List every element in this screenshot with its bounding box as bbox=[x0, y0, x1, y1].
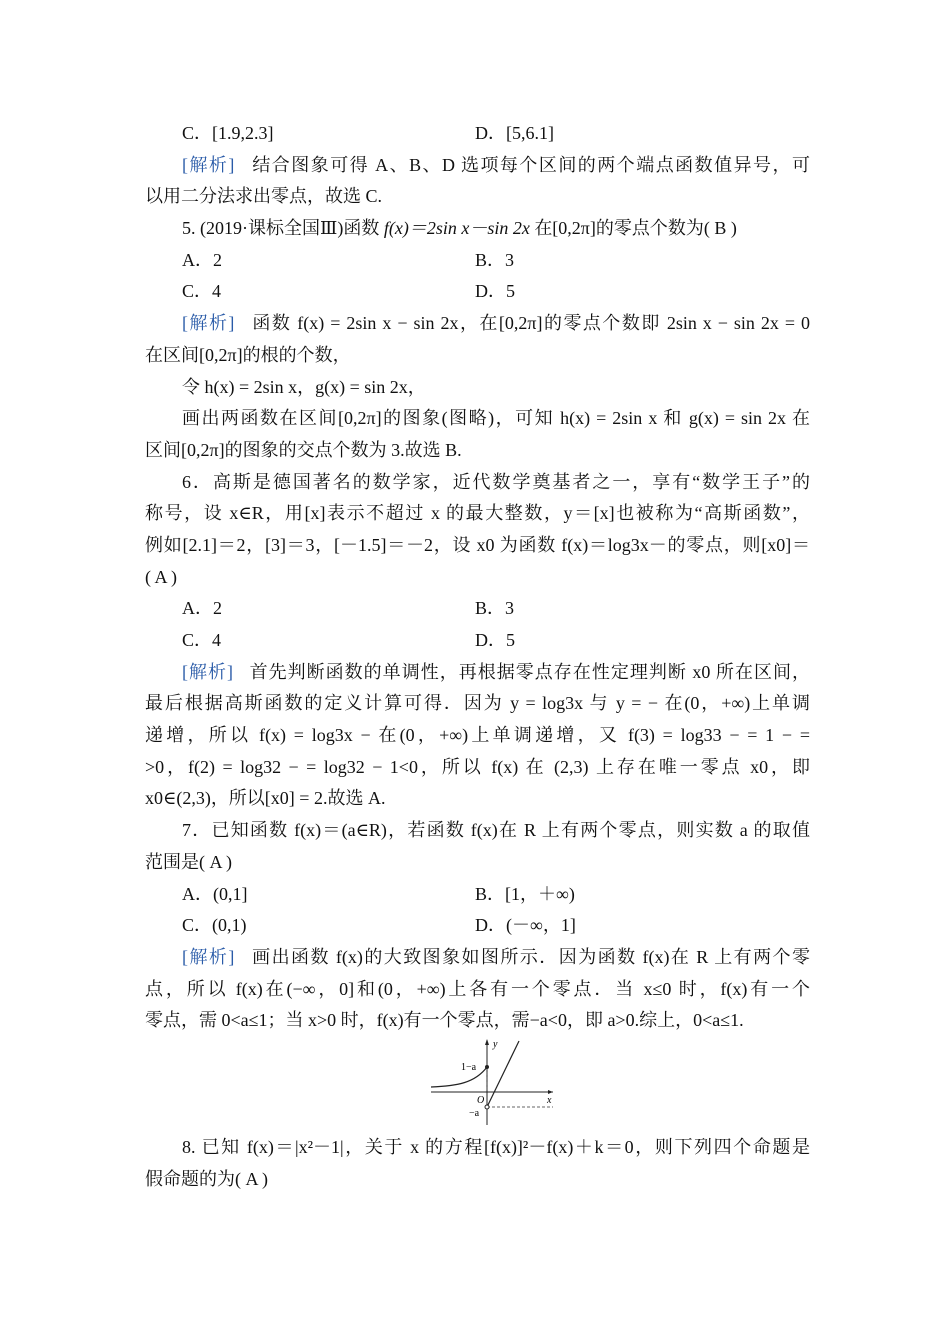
a6-line-4: >0，f(2) = log32 − = log32 − 1<0，所以 f(x) 在 (2,3) 上存在唯一零点 x0，即 bbox=[145, 756, 810, 777]
q4-options-row bbox=[145, 118, 810, 150]
function-graph bbox=[427, 1037, 557, 1127]
q5-option-d: D．5 bbox=[475, 281, 515, 302]
y-axis-label: y bbox=[493, 1038, 498, 1050]
q5-option-c: C．4 bbox=[182, 281, 222, 302]
y-axis-arrow bbox=[485, 1039, 489, 1045]
label-1-minus-a: 1−a bbox=[461, 1061, 477, 1073]
q5-option-b: B．3 bbox=[475, 249, 515, 270]
a6-line-1 bbox=[145, 657, 810, 689]
curve-right-branch bbox=[487, 1038, 519, 1107]
a7-line-2: 点，所以 f(x)在(−∞，0]和(0，+∞)上各有一个零点．当 x≤0 时，f(x)有一个 bbox=[145, 978, 810, 999]
analysis-tag: [解析] bbox=[182, 154, 235, 175]
a6-line-5: x0∈(2,3)，所以[x0] = 2.故选 A. bbox=[145, 788, 386, 809]
a5-line-3: 令 h(x) = 2sin x，g(x) = sin 2x， bbox=[182, 376, 426, 397]
a4-line-1 bbox=[145, 150, 810, 182]
q5-stem-c: 在[0,2π]的零点个数为( B ) bbox=[529, 218, 737, 239]
origin-label: O bbox=[477, 1094, 485, 1106]
a5-line-5: 区间[0,2π]的图象的交点个数为 3.故选 B. bbox=[145, 439, 462, 460]
q4-option-c: C．[1.9,2.3] bbox=[182, 123, 274, 143]
a5-line-1 bbox=[145, 308, 810, 340]
q7-option-d: D．(－∞，1] bbox=[475, 915, 576, 936]
q5-stem bbox=[145, 213, 810, 245]
a6-line-3: 递增，所以 f(x) = log3x − 在(0，+∞)上单调递增，又 f(3) = log33 − = 1 − = bbox=[145, 725, 810, 746]
a4-text-1: 结合图象可得 A、B、D 选项每个区间的两个端点函数值异号，可 bbox=[252, 154, 810, 175]
q6-line-2: 称号，设 x∈R，用[x]表示不超过 x 的最大整数，y＝[x]也被称为“高斯函数”， bbox=[145, 503, 810, 524]
q5-option-a: A．2 bbox=[182, 249, 222, 270]
x-axis-label: x bbox=[547, 1094, 552, 1106]
q6-option-c: C．4 bbox=[182, 630, 222, 650]
q7-option-b: B．[1，＋∞) bbox=[475, 883, 575, 904]
document-page bbox=[145, 118, 810, 1195]
q6-line-4: ( A ) bbox=[145, 566, 178, 587]
analysis-tag: [解析] bbox=[182, 946, 235, 967]
a4-line-2: 以用二分法求出零点，故选 C. bbox=[145, 186, 383, 207]
a5-text-1: 函数 f(x) = 2sin x − sin 2x，在[0,2π]的零点个数即 2sin x − sin 2x = 0 bbox=[252, 313, 811, 334]
a6-line-2: 最后根据高斯函数的定义计算可得．因为 y = log3x 与 y = − 在(0，+∞)上单调 bbox=[145, 693, 810, 714]
q6-option-b: B．3 bbox=[475, 598, 515, 619]
q7-line-1: 7．已知函数 f(x)＝(a∈R)，若函数 f(x)在 R 上有两个零点，则实数 a 的取值 bbox=[182, 820, 810, 841]
q5-options-row-1 bbox=[145, 245, 810, 277]
q4-option-d: D．[5,6.1] bbox=[475, 123, 554, 143]
q6-line-3: 例如[2.1]＝2，[3]＝3，[－1.5]＝－2，设 x0 为函数 f(x)＝log3x－的零点，则[x0]＝ bbox=[145, 534, 810, 555]
q6-option-a: A．2 bbox=[182, 598, 222, 619]
a5-line-4: 画出两函数在区间[0,2π]的图象(图略)，可知 h(x) = 2sin x 和 g(x) = sin 2x 在 bbox=[182, 408, 810, 429]
point-neg-a bbox=[485, 1105, 489, 1109]
curve-left-branch bbox=[431, 1067, 487, 1087]
a7-line-3: 零点，需 0<a≤1；当 x>0 时，f(x)有一个零点，需−a<0，即 a>0.综上，0<a≤1. bbox=[145, 1010, 744, 1031]
q5-options-row-2 bbox=[145, 276, 810, 308]
analysis-tag: [解析] bbox=[182, 313, 235, 334]
q7-option-c: C．(0,1) bbox=[182, 915, 247, 936]
q7-options-row-1 bbox=[145, 879, 810, 911]
q6-option-d: D．5 bbox=[475, 630, 515, 650]
label-neg-a: −a bbox=[469, 1107, 480, 1119]
q5-stem-b: f(x)＝2sin x－sin 2x bbox=[383, 218, 530, 239]
q7-option-a: A．(0,1] bbox=[182, 883, 248, 904]
q6-line-1: 6．高斯是德国著名的数学家，近代数学奠基者之一，享有“数学王子”的 bbox=[182, 471, 810, 492]
a7-text-1: 画出函数 f(x)的大致图象如图所示．因为函数 f(x)在 R 上有两个零 bbox=[252, 946, 811, 967]
x-axis-arrow bbox=[548, 1090, 553, 1094]
function-graph-figure bbox=[145, 1037, 810, 1132]
q7-options-row-2 bbox=[145, 910, 810, 942]
a7-line-1 bbox=[145, 942, 810, 974]
q5-stem-a: 5. (2019·课标全国Ⅲ)函数 bbox=[182, 218, 384, 239]
q7-line-2: 范围是( A ) bbox=[145, 851, 232, 872]
q6-options-row-1 bbox=[145, 593, 810, 625]
q6-options-row-2 bbox=[145, 625, 810, 657]
q8-line-2: 假命题的为( A ) bbox=[145, 1168, 268, 1189]
a6-text-1: 首先判断函数的单调性，再根据零点存在性定理判断 x0 所在区间， bbox=[249, 661, 810, 682]
q8-line-1: 8. 已知 f(x)＝|x²－1|，关于 x 的方程[f(x)]²－f(x)＋k＝0，则下列四个命题是 bbox=[182, 1136, 810, 1157]
a5-line-2: 在区间[0,2π]的根的个数， bbox=[145, 344, 351, 365]
point-1-minus-a bbox=[485, 1065, 489, 1069]
analysis-tag: [解析] bbox=[182, 661, 234, 682]
